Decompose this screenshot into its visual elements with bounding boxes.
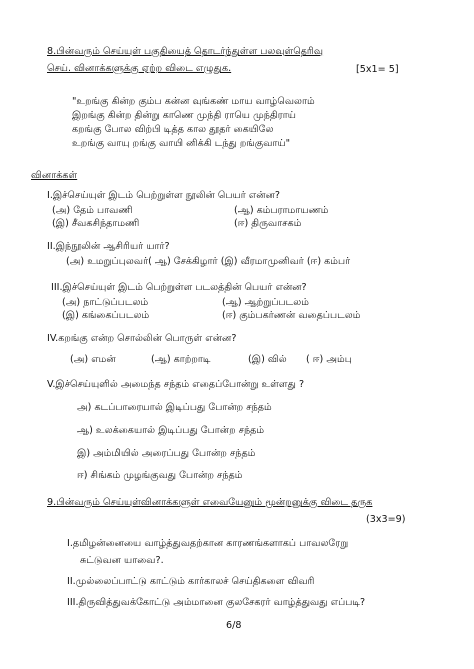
mcq-1-option-d: (ஈ) திருவாசகம் [234, 218, 302, 229]
question-9-heading: 9.பின்வரும் செய்யுள்வினாக்களுள் எவையேனும் மூன்றனுக்கு விடை தருக [47, 497, 373, 508]
q9-item: III.திருவித்துவக்கோட்டு அம்மானை குலசேகரர் வாழ்த்துவது எப்படி? [67, 597, 366, 608]
mcq-3-option-c: (இ) கங்கைப்படலம் [62, 310, 150, 321]
mcq-4-option-c: (இ) வில் [248, 354, 287, 365]
page-number: 6/8 [226, 620, 242, 631]
q9-item: I.தமிழன்னையை வாழ்த்துவதற்கான காரணங்களாகப் பாவலரேறு [67, 538, 349, 549]
mcq-question-5: V.இச்செய்யுளில் அமைந்த சந்தம் எதைப்போன்று உள்ளது ? [47, 379, 305, 390]
mcq-1-option-c: (இ) சீவகசிந்தாமணி [52, 218, 140, 229]
q9-item: II.முல்லைப்பாட்டு காட்டும் கார்காலச் செய்திகளை விவரி [67, 576, 315, 587]
question-8-subheading: செய். வினாக்களுக்கு ஏற்ற விடை எழுதுக. [47, 63, 232, 74]
mcq-question-3: III.இச்செய்யுள் இடம் பெற்றுள்ள படலத்தின் பெயர் என்ன? [51, 282, 307, 293]
mcq-5-option-a: அ) கடப்பாரையால் இடிப்பது போன்ற சந்தம் [77, 402, 272, 413]
mcq-1-option-a: (அ) தேம் பாவணி [52, 205, 133, 216]
poem-line: கறங்கு போல விற்பி டித்த கால தூதர் கையிலே [72, 124, 274, 135]
q9-item-continuation: சுட்டுவன யாவை?. [80, 555, 164, 566]
questions-heading: வினாக்கள் [31, 170, 78, 181]
mcq-question-4: IV.கறங்கு என்ற சொல்லின் பொருள் என்ன? [47, 333, 237, 344]
mcq-question-1: I.இச்செய்யுள் இடம் பெற்றுள்ள நூலின் பெயர் என்ன? [47, 190, 280, 201]
mcq-5-option-d: ஈ) சிங்கம் முழங்குவது போன்ற சந்தம் [77, 470, 243, 481]
mcq-3-option-d: (ஈ) கும்பகர்ணன் வதைப்படலம் [222, 310, 361, 321]
mcq-1-option-b: (ஆ) கம்பராமாயணம் [234, 205, 329, 216]
mcq-5-option-b: ஆ) உலக்கையால் இடிப்பது போன்ற சந்தம் [77, 425, 265, 436]
poem-line: இறங்கு கின்ற தின்று காணெ முந்தி ராயெ முந்திராய் [72, 110, 296, 121]
question-9-marks: (3x3=9) [366, 514, 406, 525]
mcq-5-option-c: இ) அம்மியில் அரைப்பது போன்ற சந்தம் [77, 448, 256, 459]
mcq-3-option-a: (அ) நாட்டுப்படலம் [62, 297, 149, 308]
question-8-marks: [5x1= 5] [356, 64, 399, 75]
mcq-4-option-b: (ஆ) காற்றாடி [151, 354, 211, 365]
poem-line: உறங்கு வாயு றங்கு வாயி னிக்கி டந்து றங்குவாய்" [72, 138, 291, 149]
question-8-heading: 8.பின்வரும் செய்யுள் பகுதியைத் தொடர்ந்துள்ள பலவுள்தெரிவு [47, 46, 324, 57]
poem-line: "உறங்கு கின்ற கும்ப கன்ன வுங்கண் மாய வாழ்வெலாம் [72, 96, 315, 107]
mcq-question-2: II.இந்நூலின் ஆசிரியர் யார்? [47, 241, 170, 252]
mcq-2-options: (அ) உமறுப்புலவர்( ஆ) சேக்கிழார் (இ) வீரமாமுனிவர் (ஈ) கம்பர் [66, 256, 351, 267]
mcq-4-option-a: (அ) எமன் [70, 354, 116, 365]
mcq-4-option-d: ( ஈ) அம்பு [306, 354, 352, 365]
mcq-3-option-b: (ஆ) ஆற்றுப்படலம் [222, 297, 309, 308]
